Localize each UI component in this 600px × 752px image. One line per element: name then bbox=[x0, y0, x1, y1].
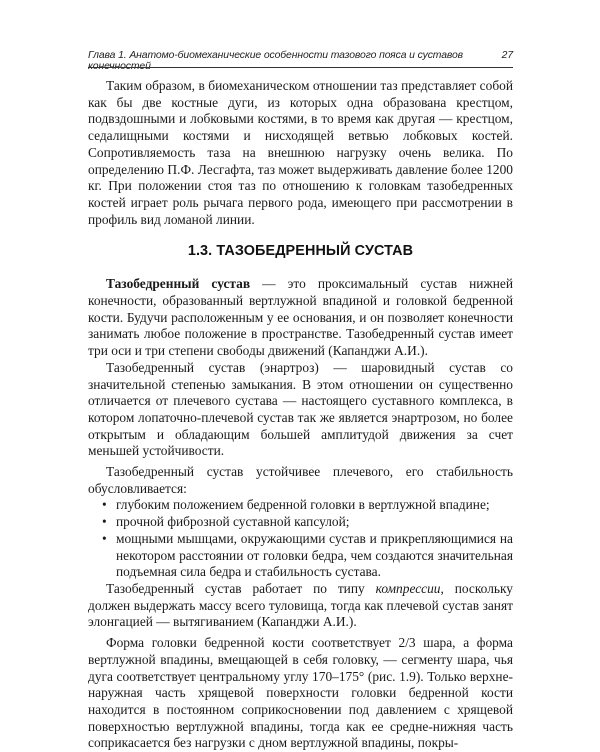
header-rule bbox=[88, 67, 513, 68]
shape-paragraph: Форма головки бедренной кости соответствует 2/3 шара, а форма вертлужной впадины, вмещающей в себя головку, — сегменту шара, чья дуга соответствует центральному углу 170–175° (рис. 1.9). Только верхне-наружная часть хрящевой поверхности головки бедренной кости находится в постоянном соприкосновении под давлением с хрящевой поверхностью вертлужной впадины, тогда как ее средне-нижняя часть соприкасается без нагрузки с дном вертлужной впадины, покры- bbox=[88, 635, 513, 751]
bullet-icon: • bbox=[102, 530, 107, 546]
list-item: • мощными мышцами, окружающими сустав и прикрепляющимися на некотором расстоянии от головки бедра, чем создаются значительная подъемная сила бедра и стабильность сустава. bbox=[102, 530, 513, 580]
compression-paragraph: Тазобедренный сустав работает по типу компрессии, поскольку должен выдержать массу всего туловища, тогда как плечевой сустав занят элонгацией — вытягиванием (Капанджи А.И.). bbox=[88, 580, 514, 630]
enarthrosis-paragraph: Тазобедренный сустав (энартроз) — шаровидный сустав со значительной степенью замыкания. В этом отношении он существенно отличается от плечевого сустава — настоящего суставного комплекса, в котором лопаточно-плечевой сустав так же является энартрозом, но более открытым и обладающим большей амплитудой движения за счет меньшей устойчивости. bbox=[88, 359, 513, 459]
stability-intro: Тазобедренный сустав устойчивее плечевого, его стабильность обусловливается: bbox=[88, 464, 513, 496]
stability-list bbox=[88, 497, 513, 581]
bullet-icon: • bbox=[102, 514, 107, 530]
list-item: • глубоким положением бедренной головки в вертлужной впадине; bbox=[102, 497, 490, 513]
definition-text: — это проксимальный сустав нижней конечности, образованный вертлужной впадиной и головкой бедренной кости. Будучи расположенным у ее основания, и он позволяет конечности занимать любое положение в пространстве. Тазобедренный сустав имеет три оси и три степени свободы движений (Капанджи А.И.). bbox=[88, 276, 513, 359]
bullet-icon: • bbox=[102, 497, 107, 513]
running-header bbox=[88, 50, 513, 72]
list-item: • прочной фиброзной суставной капсулой; bbox=[102, 514, 350, 530]
chapter-title: Глава 1. Анатомо-биомеханические особенности тазового пояса и суставов bbox=[88, 50, 464, 61]
page-number: 27 bbox=[501, 50, 513, 61]
definition-term: Тазобедренный сустав bbox=[106, 276, 251, 292]
page-body bbox=[88, 78, 513, 752]
section-heading: 1.3. ТАЗОБЕДРЕННЫЙ СУСТАВ bbox=[187, 243, 414, 260]
compression-emphasis: компрессии bbox=[375, 580, 441, 596]
definition-paragraph bbox=[88, 276, 513, 360]
intro-paragraph: Таким образом, в биомеханическом отношении таз представляет собой как бы две костные дуги, из которых одна образована крестцом, подвздошными и лобковыми костями, в то время как другая — крестцом, седалищными костями и нисходящей ветвью лобковых костей. Сопротивляемость таза на внешнюю нагрузку очень велика. По определению П.Ф. Лесгафта, таз может выдерживать давление более 1200 кг. При положении стоя таз по отношению к головкам тазобедренных костей играет роль рычага первого рода, имеющего при рассмотрении в профиль вид ломаной линии. bbox=[88, 78, 513, 227]
